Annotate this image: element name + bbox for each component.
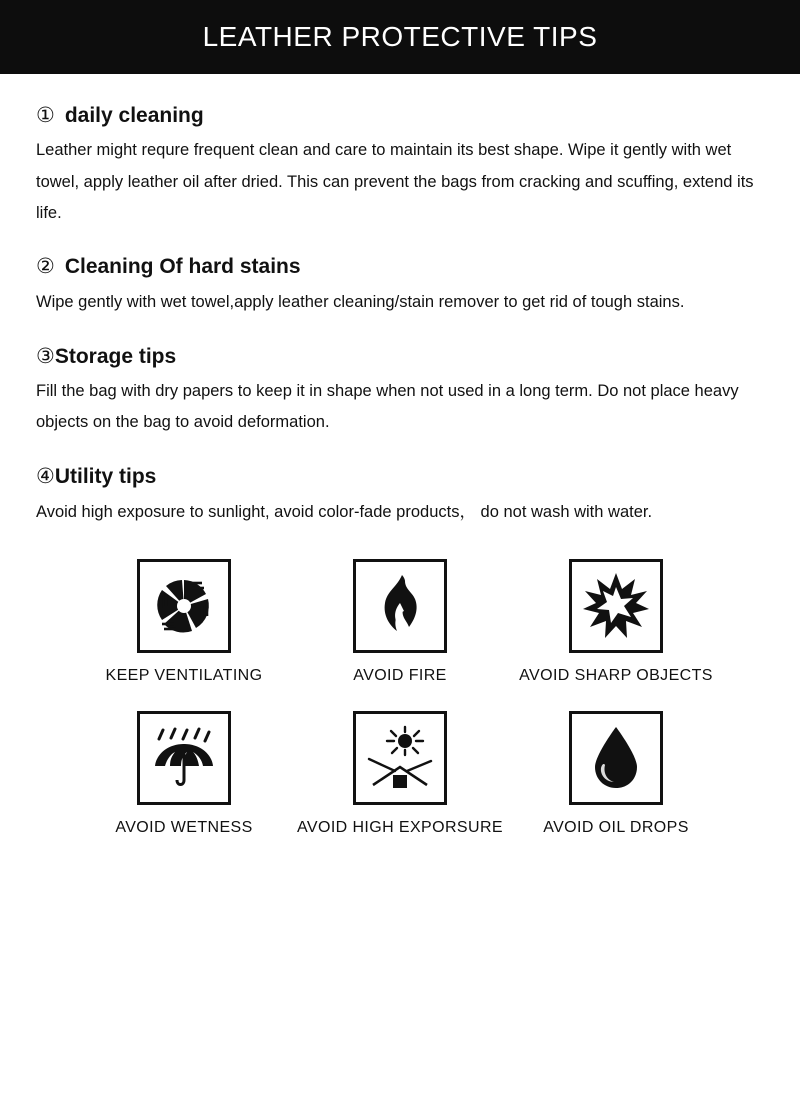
page-title: LEATHER PROTECTIVE TIPS [202, 21, 598, 52]
section-number: ② [36, 255, 55, 279]
section-title [36, 463, 764, 490]
icon-caption: KEEP VENTILATING [105, 667, 263, 685]
section-number: ① [36, 104, 55, 127]
section-heading-text: Storage tips [54, 345, 177, 369]
care-icon-row [76, 559, 724, 685]
tip-section-hard-stains [36, 253, 764, 317]
tip-section-daily-cleaning [36, 102, 764, 229]
sun-exposure-icon [365, 725, 435, 791]
icon-frame [353, 559, 447, 653]
tip-section-utility [36, 463, 764, 527]
section-number: ③ [36, 345, 55, 369]
icon-caption: AVOID FIRE [353, 667, 447, 685]
icon-caption: AVOID HIGH EXPORSURE [297, 819, 503, 837]
icon-caption: AVOID WETNESS [115, 819, 253, 837]
care-icon-item-oil-drops [508, 711, 724, 837]
umbrella-rain-icon [151, 726, 217, 790]
section-body: Leather might requre frequent clean and care to maintain its best shape. Wipe it gently with wet towel, apply leather oil after dried. This can prevent the bags from cracking and scuffing, extend its life. [36, 141, 754, 222]
icon-caption: AVOID SHARP OBJECTS [519, 667, 713, 685]
care-icon-item-sharp-objects [508, 559, 724, 685]
care-icon-item-fire [292, 559, 508, 685]
icon-frame [137, 559, 231, 653]
care-icon-grid [36, 559, 764, 837]
ventilation-fan-icon [152, 574, 216, 638]
section-body: Fill the bag with dry papers to keep it in shape when not used in a long term. Do not place heavy objects on the bag to avoid deformation. [36, 382, 739, 431]
icon-frame [569, 559, 663, 653]
care-icon-item-ventilating [76, 559, 292, 685]
icon-frame [137, 711, 231, 805]
section-number: ④ [36, 465, 55, 489]
section-title [36, 102, 764, 129]
section-body: Wipe gently with wet towel,apply leather cleaning/stain remover to get rid of tough stains. [36, 292, 685, 311]
care-icon-item-high-exposure [292, 711, 508, 837]
starburst-sharp-icon [581, 571, 651, 641]
section-heading-text: Cleaning Of hard stains [64, 255, 301, 279]
tip-section-storage [36, 343, 764, 437]
section-heading-text: daily cleaning [64, 104, 204, 127]
icon-caption: AVOID OIL DROPS [543, 819, 689, 837]
flame-icon [375, 573, 425, 639]
oil-drop-icon [589, 725, 643, 791]
icon-frame [353, 711, 447, 805]
section-body: Avoid high exposure to sunlight, avoid color-fade products， do not wash with water. [36, 502, 653, 521]
care-icon-row [76, 711, 724, 837]
page-header [0, 0, 800, 74]
icon-frame [569, 711, 663, 805]
section-heading-text: Utility tips [54, 465, 157, 489]
care-icon-item-wetness [76, 711, 292, 837]
tips-content [0, 74, 800, 837]
section-title [36, 343, 764, 370]
section-title [36, 253, 764, 280]
